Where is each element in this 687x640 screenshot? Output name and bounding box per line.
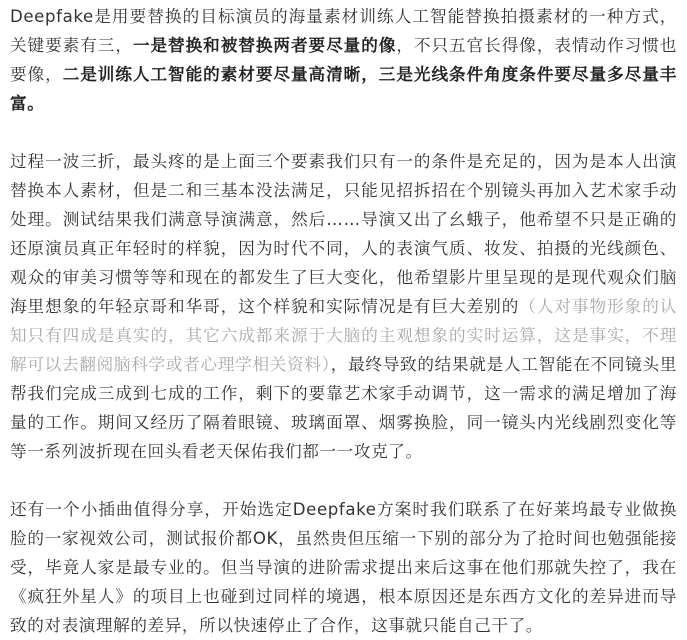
text-segment: 过程一波三折，最头疼的是上面三个要素我们只有一的条件是充足的，因为是本人出演替换本人素材，但是二和三基本没法满足，只能见招拆招在个别镜头再加入艺术家手动处理。测试结果我们满意导演满意，然后……导演又出了幺蛾子，他希望不只是正确的还原演员真正年轻时的样貌，因为时代不同，人的表演气质、妆发、拍摄的光线颜色、观众的审美习惯等等和现在的都发生了巨大变化，他希望影片里呈现的是现代观众们脑海里想象的年轻京哥和华哥，这个样貌和实际情况是有巨大差别的 [10,152,677,316]
paragraph-deepfake-intro [10,2,677,118]
text-segment: ，不只五官长得像，表情动作习惯也要像， [10,36,677,84]
text-segment: 还有一个小插曲值得分享，开始选定Deepfake方案时我们联系了在好莱坞最专业做换脸的一家视效公司，测试报价都OK，虽然贵但压缩一下别的部分为了抢时间也勉强能接受，毕竟人家是最专业的。但当导演的进阶需求提出来后这事在他们那就失控了，我在《疯狂外星人》的项目上也碰到过同样的境遇，根本原因还是东西方文化的差异进而导致的对表演理解的差异，所以快速停止了合作，这事就只能自己干了。 [10,500,677,635]
aside-note: （人对事物形象的认知只有四成是真实的，其它六成都来源于大脑的主观想象的实时运算，这是事实，不理解可以去翻阅脑科学或者心理学相关资料） [10,297,677,374]
key-point-clarity-lighting: 二是训练人工智能的素材要尽量高清晰，三是光线条件角度条件要尽量多尽量丰富。 [10,65,677,113]
paragraph-process [10,147,677,466]
paragraph-anecdote [10,495,677,640]
text-segment: ，最终导致的结果就是人工智能在不同镜头里帮我们完成三成到七成的工作，剩下的要靠艺术家手动调节，这一需求的满足增加了海量的工作。期间又经历了隔着眼镜、玻璃面罩、烟雾换脸，同一镜头内光线剧烈变化等等一系列波折现在回头看老天保佑我们都一一攻克了。 [10,355,677,461]
key-point-likeness: 一是替换和被替换两者要尽量的像 [132,36,397,55]
text-segment: Deepfake是用要替换的目标演员的海量素材训练人工智能替换拍摄素材的一种方式，关键要素有三， [10,7,677,55]
